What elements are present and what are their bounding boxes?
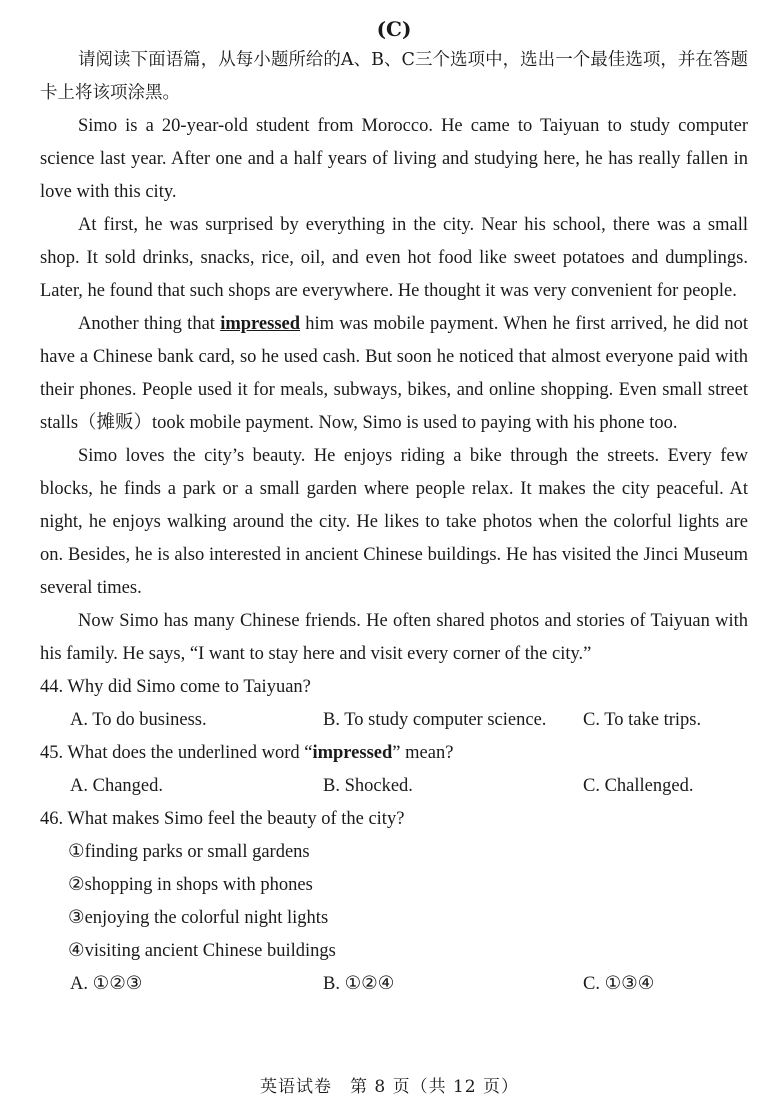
passage-paragraph-1: Simo is a 20-year-old student from Morocco. He came to Taiyuan to study computer science last year. After one and a half years of living and studying here, he has really fallen in love with this city. xyxy=(40,116,748,202)
exam-page xyxy=(40,0,748,1001)
q45-option-b: B. Shocked. xyxy=(323,776,413,796)
q46-option-a: A. ①②③ xyxy=(70,974,143,994)
q46-option-b: B. ①②④ xyxy=(323,974,395,994)
q46-option-c: C. ①③④ xyxy=(583,974,655,994)
passage-paragraph-4: Simo loves the city’s beauty. He enjoys riding a bike through the streets. Every few blocks, he finds a park or a small garden where people relax. It makes the city peaceful. At night, he enjoys walking around the city. He likes to take photos when the colorful lights are on. Besides, he is also interested in ancient Chinese buildings. He has visited the Jinci Museum several times. xyxy=(40,446,748,598)
question-44-stem: 44. Why did Simo come to Taiyuan? xyxy=(40,677,311,697)
section-heading: (C) xyxy=(376,17,412,41)
q45-stem-word: impressed xyxy=(312,743,393,763)
underlined-word: impressed xyxy=(220,314,301,334)
question-46-options xyxy=(40,968,748,1001)
question-45-options xyxy=(40,770,748,803)
q44-option-a: A. To do business. xyxy=(70,710,207,730)
question-45-stem xyxy=(40,737,748,770)
paragraph-3-rest: him was mobile payment. When he first arrived, he did not have a Chinese bank card, so he used cash. But soon he noticed that almost everyone paid with their phones. People used it for meals, subways, bikes, and online shopping. Even small street stalls（摊贩）took mobile payment. Now, Simo is used to paying with his phone too. xyxy=(40,314,748,433)
q45-stem-end: ” mean? xyxy=(392,743,454,763)
passage-paragraph-5: Now Simo has many Chinese friends. He often shared photos and stories of Taiyuan with his family. He says, “I want to stay here and visit every corner of the city.” xyxy=(40,611,748,664)
q45-option-c: C. Challenged. xyxy=(583,776,694,796)
q44-option-c: C. To take trips. xyxy=(583,710,702,730)
q45-option-a: A. Changed. xyxy=(70,776,163,796)
q46-item-1: ①finding parks or small gardens xyxy=(68,842,310,862)
q45-stem-start: 45. What does the underlined word “ xyxy=(40,743,313,763)
q46-item-2: ②shopping in shops with phones xyxy=(68,875,313,895)
paragraph-3-start: Another thing that xyxy=(78,314,221,334)
question-46-stem: 46. What makes Simo feel the beauty of the city? xyxy=(40,809,405,829)
q46-item-3: ③enjoying the colorful night lights xyxy=(68,908,329,928)
q44-option-b: B. To study computer science. xyxy=(323,710,547,730)
section-instruction: 请阅读下面语篇，从每小题所给的A、B、C三个选项中，选出一个最佳选项，并在答题卡上将该项涂黑。 xyxy=(40,50,748,103)
passage-paragraph-2: At first, he was surprised by everything in the city. Near his school, there was a small shop. It sold drinks, snacks, rice, oil, and even hot food like sweet potatoes and dumplings. Later, he found that such shops are everywhere. He thought it was very convenient for people. xyxy=(40,215,748,301)
page-footer: 英语试卷 第 8 页（共 12 页） xyxy=(259,1077,520,1097)
passage-paragraph-3 xyxy=(40,308,748,440)
q46-item-4: ④visiting ancient Chinese buildings xyxy=(68,941,336,961)
question-44-options xyxy=(40,704,748,737)
